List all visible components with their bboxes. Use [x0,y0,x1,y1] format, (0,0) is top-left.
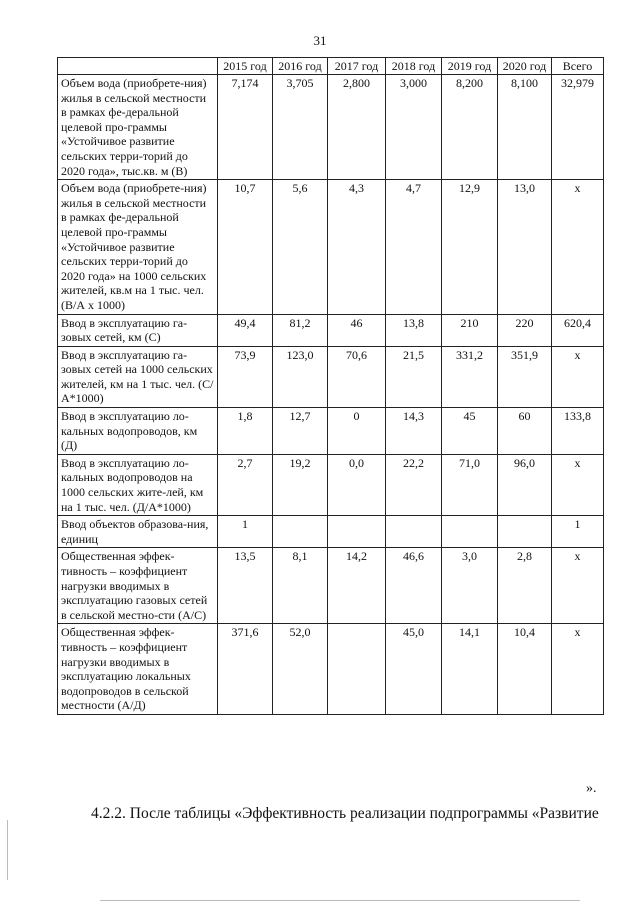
year-value-cell: 2,8 [498,548,552,624]
table-row [58,454,604,515]
year-value-cell [498,516,552,548]
table-row [58,408,604,455]
year-value-cell [273,516,328,548]
scan-margin-line [7,820,8,880]
year-value-cell: 10,4 [498,624,552,715]
header-total-cell: Всего [552,58,604,75]
closing-quote: ». [586,781,597,796]
year-value-cell: 0 [328,408,386,455]
year-value-cell: 8,200 [442,75,498,180]
indicator-label: Общественная эффек-тивность – коэффициент нагрузки вводимых в эксплуатацию локальных водопроводов в сельской местности (А/Д) [58,624,218,715]
total-value-cell: 620,4 [552,314,604,346]
total-value-cell: х [552,180,604,314]
year-value-cell: 8,1 [273,548,328,624]
year-value-cell: 371,6 [218,624,273,715]
year-value-cell: 3,000 [386,75,442,180]
year-value-cell: 14,2 [328,548,386,624]
total-value-cell: 133,8 [552,408,604,455]
year-value-cell: 1,8 [218,408,273,455]
year-value-cell: 70,6 [328,346,386,407]
year-value-cell: 45 [442,408,498,455]
year-value-cell: 49,4 [218,314,273,346]
year-value-cell: 10,7 [218,180,273,314]
indicator-label: Общественная эффек-тивность – коэффициент нагрузки вводимых в эксплуатацию газовых сетей в сельской местно-сти (А/С) [58,548,218,624]
indicator-label: Ввод в эксплуатацию ло-кальных водопроводов на 1000 сельских жите-лей, км на 1 тыс. чел. (Д/А*1000) [58,454,218,515]
header-indicator-cell [58,58,218,75]
year-value-cell: 12,9 [442,180,498,314]
table-row [58,75,604,180]
header-year-cell: 2016 год [273,58,328,75]
year-value-cell: 14,1 [442,624,498,715]
year-value-cell: 13,8 [386,314,442,346]
year-value-cell: 22,2 [386,454,442,515]
year-value-cell: 1 [218,516,273,548]
year-value-cell: 19,2 [273,454,328,515]
indicator-label: Ввод объектов образова-ния, единиц [58,516,218,548]
year-value-cell: 3,705 [273,75,328,180]
scan-bottom-line [100,900,580,901]
total-value-cell: х [552,454,604,515]
year-value-cell: 12,7 [273,408,328,455]
indicator-label: Ввод в эксплуатацию ло-кальных водопроводов, км (Д) [58,408,218,455]
table-row [58,548,604,624]
year-value-cell: 4,3 [328,180,386,314]
year-value-cell: 3,0 [442,548,498,624]
indicator-label: Ввод в эксплуатацию га-зовых сетей, км (С) [58,314,218,346]
year-value-cell: 5,6 [273,180,328,314]
table-row [58,314,604,346]
indicator-label: Объем вода (приобрете-ния) жилья в сельской местности в рамках фе-деральной целевой про-граммы «Устойчивое развитие сельских терри-торий до 2020 года» на 1000 сельских жителей, кв.м на 1 тыс. чел. (В/А х 1000) [58,180,218,314]
year-value-cell: 71,0 [442,454,498,515]
year-value-cell: 210 [442,314,498,346]
year-value-cell: 46 [328,314,386,346]
year-value-cell: 96,0 [498,454,552,515]
year-value-cell: 2,800 [328,75,386,180]
year-value-cell: 7,174 [218,75,273,180]
indicator-label: Ввод в эксплуатацию га-зовых сетей на 1000 сельских жителей, км на 1 тыс. чел. (С/А*1000) [58,346,218,407]
year-value-cell: 13,0 [498,180,552,314]
year-value-cell: 14,3 [386,408,442,455]
table-row [58,346,604,407]
total-value-cell: х [552,548,604,624]
indicator-label: Объем вода (приобрете-ния) жилья в сельской местности в рамках фе-деральной целевой про-граммы «Устойчивое развитие сельских терри-торий до 2020 года», тыс.кв. м (В) [58,75,218,180]
year-value-cell: 46,6 [386,548,442,624]
year-value-cell: 123,0 [273,346,328,407]
year-value-cell: 351,9 [498,346,552,407]
year-value-cell [328,516,386,548]
header-year-cell: 2019 год [442,58,498,75]
year-value-cell: 220 [498,314,552,346]
year-value-cell [386,516,442,548]
year-value-cell: 73,9 [218,346,273,407]
year-value-cell [328,624,386,715]
total-value-cell: 32,979 [552,75,604,180]
table-row [58,180,604,314]
table-row [58,516,604,548]
year-value-cell: 45,0 [386,624,442,715]
total-value-cell: х [552,346,604,407]
year-value-cell: 8,100 [498,75,552,180]
total-value-cell: 1 [552,516,604,548]
total-value-cell: х [552,624,604,715]
paragraph-text: 4.2.2. После таблицы «Эффективность реализации подпрограммы «Развитие [91,805,599,822]
year-value-cell: 331,2 [442,346,498,407]
year-value-cell [442,516,498,548]
table-header-row [58,58,604,75]
year-value-cell: 2,7 [218,454,273,515]
year-value-cell: 81,2 [273,314,328,346]
year-value-cell: 60 [498,408,552,455]
table-row [58,624,604,715]
header-year-cell: 2015 год [218,58,273,75]
header-year-cell: 2017 год [328,58,386,75]
year-value-cell: 4,7 [386,180,442,314]
header-year-cell: 2020 год [498,58,552,75]
year-value-cell: 21,5 [386,346,442,407]
year-value-cell: 13,5 [218,548,273,624]
efficiency-table [57,57,604,715]
year-value-cell: 52,0 [273,624,328,715]
year-value-cell: 0,0 [328,454,386,515]
header-year-cell: 2018 год [386,58,442,75]
page-number: 31 [313,33,327,48]
